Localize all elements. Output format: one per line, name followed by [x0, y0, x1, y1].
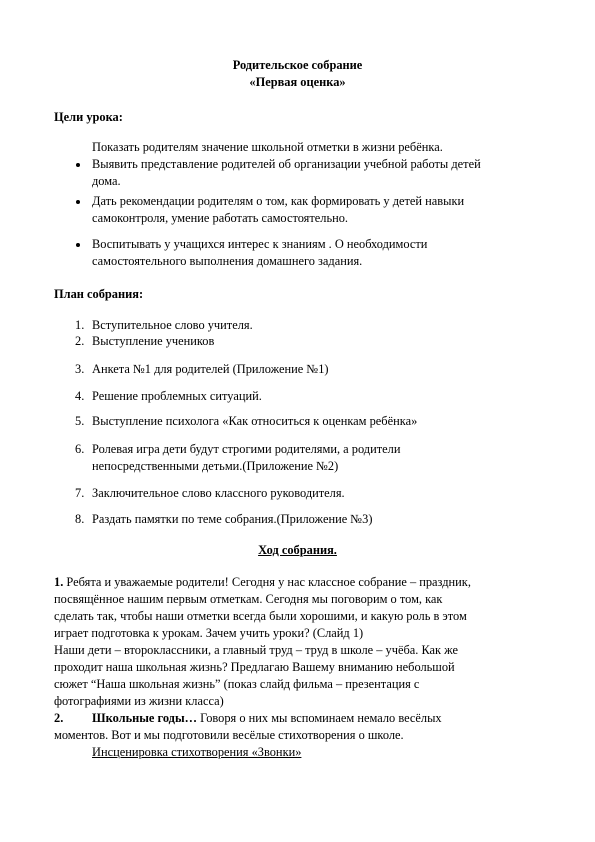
plan-number: 3. — [75, 362, 85, 376]
plan-item-6-line1: Ролевая игра дети будут строгими родителями, а родители — [92, 442, 401, 456]
paragraph-1-line4: играет подготовка к урокам. Зачем учить уроки? (Слайд 1) — [54, 626, 364, 640]
plan-item-3: Анкета №1 для родителей (Приложение №1) — [92, 362, 329, 376]
bullet-icon — [76, 243, 80, 247]
plan-number: 6. — [75, 442, 85, 456]
paragraph-1-line1: 1. Ребята и уважаемые родители! Сегодня у нас классное собрание – праздник, — [54, 575, 471, 589]
goal-item-3-line1: Дать рекомендации родителям о том, как формировать у детей навыки — [92, 194, 465, 208]
plan-number: 5. — [75, 414, 85, 428]
paragraph-2-line2: проходит наша школьная жизнь? Предлагаю Вашему вниманию небольшой — [54, 660, 455, 674]
plan-item-6-line2: непосредственными детьми.(Приложение №2) — [92, 459, 339, 473]
plan-item-2: Выступление учеников — [92, 334, 215, 348]
paragraph-2-line3: сюжет “Наша школьная жизнь” (показ слайд фильма – презентация с — [54, 677, 420, 691]
doc-title-line2: «Первая оценка» — [249, 75, 346, 89]
paragraph-number: 1. — [54, 575, 64, 589]
plan-number: 1. — [75, 318, 85, 332]
plan-number: 7. — [75, 486, 85, 500]
plan-item-8: Раздать памятки по теме собрания.(Приложение №3) — [92, 512, 373, 526]
paragraph-2-line1: Наши дети – второклассники, а главный труд – труд в школе – учёба. Как же — [54, 643, 459, 657]
plan-number: 2. — [75, 334, 85, 348]
paragraph-3-line2: моментов. Вот и мы подготовили весёлые стихотворения о школе. — [54, 728, 404, 742]
bullet-icon — [76, 200, 80, 204]
paragraph-1-line3: сделать так, чтобы наши отметки всегда были хорошими, и какую роль в этом — [54, 609, 467, 623]
goal-item-1: Показать родителям значение школьной отметки в жизни ребёнка. — [92, 140, 443, 154]
plan-item-4: Решение проблемных ситуаций. — [92, 389, 262, 403]
paragraph-2-line4: фотографиями из жизни класса) — [54, 694, 224, 708]
plan-heading: План собрания: — [54, 287, 144, 301]
goal-item-4-line1: Воспитывать у учащихся интерес к знаниям . О необходимости — [92, 237, 428, 251]
plan-number: 4. — [75, 389, 85, 403]
plan-item-1: Вступительное слово учителя. — [92, 318, 253, 332]
plan-item-7: Заключительное слово классного руководителя. — [92, 486, 345, 500]
progress-heading: Ход собрания. — [258, 543, 337, 557]
paragraph-number: 2. — [54, 711, 64, 725]
staging-title: Инсценировка стихотворения «Звонки» — [92, 745, 302, 759]
goal-item-4-line2: самостоятельного выполнения домашнего задания. — [92, 254, 363, 268]
plan-number: 8. — [75, 512, 85, 526]
paragraph-3-line1: Школьные годы… Говоря о них мы вспоминаем немало весёлых — [92, 711, 442, 725]
bullet-icon — [76, 163, 80, 167]
paragraph-3-emphasis: Школьные годы… — [92, 711, 198, 725]
doc-title-line1: Родительское собрание — [232, 58, 363, 72]
plan-item-5: Выступление психолога «Как относиться к оценкам ребёнка» — [92, 414, 418, 428]
goal-item-2-line1: Выявить представление родителей об организации учебной работы детей — [92, 157, 481, 171]
goal-item-2-line2: дома. — [92, 174, 121, 188]
paragraph-1-line2: посвящённое нашим первым отметкам. Сегодня мы поговорим о том, как — [54, 592, 443, 606]
goal-item-3-line2: самоконтроля, умение работать самостоятельно. — [92, 211, 349, 225]
goals-heading: Цели урока: — [54, 110, 123, 124]
